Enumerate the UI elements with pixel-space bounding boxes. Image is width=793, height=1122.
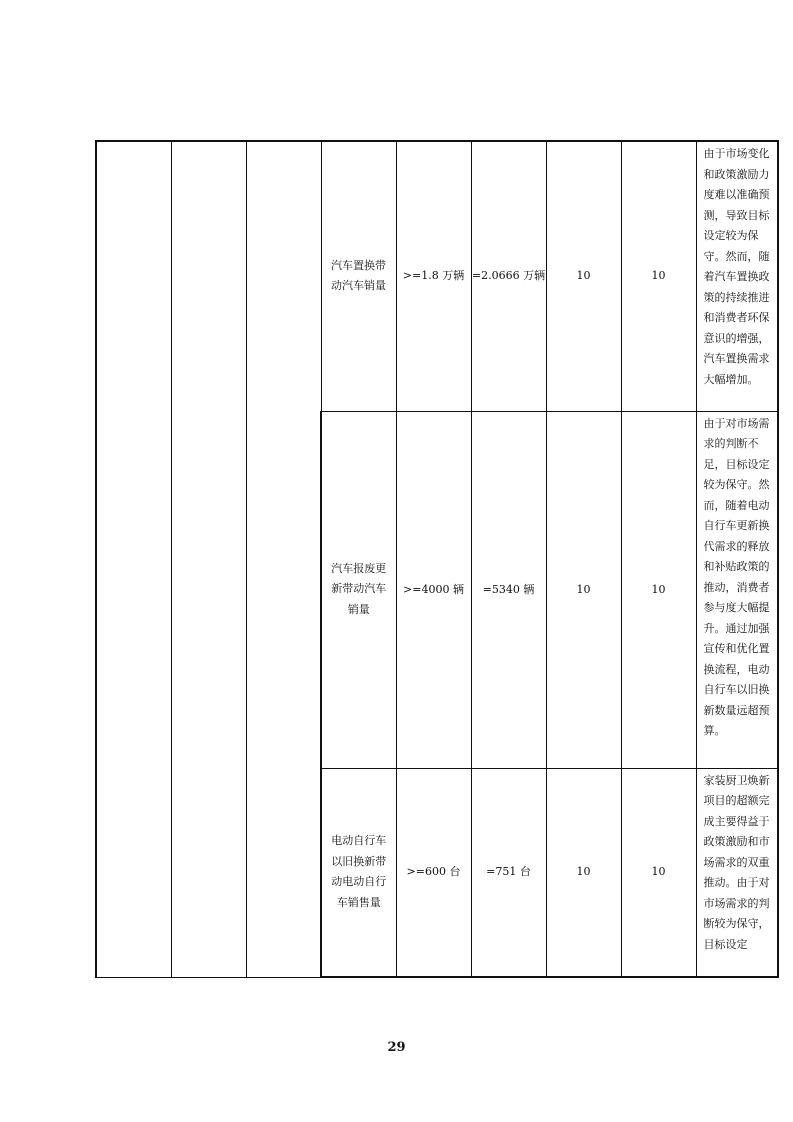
- deviation-reason: 由于市场变化和政策激励力度难以准确预测，导致目标设定较为保守。然而，随着汽车置换政策的持续推进和消费者环保意识的增强，汽车置换需求大幅增加。: [696, 141, 778, 411]
- deviation-reason: 由于对市场需求的判断不足，目标设定较为保守。然而，随着电动自行车更新换代需求的释放和补贴政策的推动，消费者参与度大幅提升。通过加强宣传和优化置换流程，电动自行车以旧换新数量远超预算。: [696, 411, 778, 768]
- indicator-name: 汽车报废更新带动汽车销量: [321, 411, 396, 768]
- score-value: 10: [621, 141, 696, 411]
- target-value: >=600 台: [396, 768, 471, 977]
- weight-value: 10: [546, 411, 621, 768]
- merged-cell-3: [246, 141, 321, 977]
- target-value: >=4000 辆: [396, 411, 471, 768]
- score-value: 10: [621, 768, 696, 977]
- merged-cell-2: [171, 141, 246, 977]
- weight-value: 10: [546, 141, 621, 411]
- performance-table: [95, 140, 779, 978]
- target-value: >=1.8 万辆: [396, 141, 471, 411]
- deviation-reason: 家装厨卫焕新项目的超额完成主要得益于政策激励和市场需求的双重推动。由于对市场需求的判断较为保守，目标设定: [696, 768, 778, 977]
- weight-value: 10: [546, 768, 621, 977]
- actual-value: =5340 辆: [471, 411, 546, 768]
- page-number: 29: [387, 1040, 406, 1055]
- indicator-name: 电动自行车以旧换新带动电动自行车销售量: [321, 768, 396, 977]
- actual-value: =2.0666 万辆: [471, 141, 546, 411]
- table-row: [96, 141, 778, 411]
- indicator-name: 汽车置换带动汽车销量: [321, 141, 396, 411]
- merged-cell-1: [96, 141, 171, 977]
- score-value: 10: [621, 411, 696, 768]
- actual-value: =751 台: [471, 768, 546, 977]
